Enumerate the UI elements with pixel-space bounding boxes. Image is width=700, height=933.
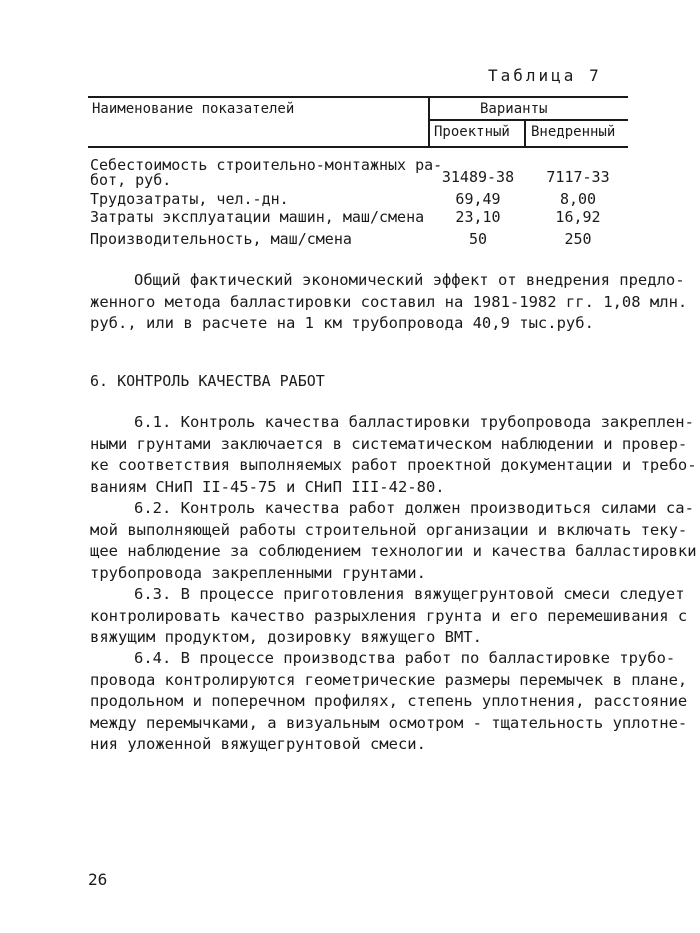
effect-paragraph xyxy=(90,270,688,335)
paragraph-line: ваниям СНиП II-45-75 и СНиП III-42-80. xyxy=(90,477,445,496)
header-implemented: Внедренный xyxy=(531,124,616,140)
paragraph-6-4 xyxy=(90,648,688,756)
paragraph-line: щее наблюдение за соблюдением технологии и качества балластировки xyxy=(90,542,697,560)
row1-implemented-value: 7117-33 xyxy=(546,168,610,186)
paragraph-line: контролировать качество разрыхления грунта и его перемешивания с xyxy=(90,606,688,625)
page-number: 26 xyxy=(88,870,108,889)
table-header-bottom-rule xyxy=(88,146,628,148)
row1-name-line2: бот, руб. xyxy=(90,171,172,189)
paragraph-line: 6.4. В процессе производства работ по балластировке трубо- xyxy=(134,649,676,667)
row3-implemented-value: 16,92 xyxy=(555,208,601,226)
paragraph-line: мой выполняющей работы строительной организации и включать теку- xyxy=(90,520,688,539)
header-variants: Варианты xyxy=(480,101,548,117)
row2-name: Трудозатраты, чел.-дн. xyxy=(90,190,289,208)
paragraph-line: 6.1. Контроль качества балластировки трубопровода закреплен- xyxy=(134,413,694,431)
row2-project-value: 69,49 xyxy=(455,190,501,208)
table-variants-rule xyxy=(428,119,628,121)
row2-implemented-value: 8,00 xyxy=(559,190,597,208)
row1-project-value: 31489-38 xyxy=(441,168,515,186)
paragraph-line: между перемычками, а визуальным осмотром - тщательность уплотне- xyxy=(90,713,688,732)
paragraph-line: ке соответствия выполняемых работ проектной документации и требо- xyxy=(90,456,697,474)
effect-line: Общий фактический экономический эффект от внедрения предло- xyxy=(134,271,685,289)
paragraph-line: ния уложенной вяжущегрунтовой смеси. xyxy=(90,735,426,753)
paragraph-line: трубопровода закрепленными грунтами. xyxy=(90,563,426,582)
header-name-col: Наименование показателей xyxy=(92,101,295,117)
effect-line: женного метода балластировки составил на 1981-1982 гг. 1,08 млн. xyxy=(90,292,688,311)
paragraph-6-1 xyxy=(90,412,697,498)
paragraph-6-2 xyxy=(90,498,697,584)
paragraph-line: продольном и поперечном профилях, степень уплотнения, расстояние xyxy=(90,692,688,710)
paragraph-line: провода контролируются геометрические размеры перемычек в плане, xyxy=(90,670,688,689)
table-top-rule xyxy=(88,96,628,98)
row1-name-line1: Себестоимость строительно-монтажных ра- xyxy=(90,156,443,174)
section-heading: 6. КОНТРОЛЬ КАЧЕСТВА РАБОТ xyxy=(90,372,325,390)
row4-name: Производительность, маш/смена xyxy=(90,230,352,248)
row4-project-value: 50 xyxy=(468,230,488,248)
paragraph-6-3 xyxy=(90,584,688,649)
paragraph-line: 6.2. Контроль качества работ должен производиться силами са- xyxy=(134,499,694,517)
row4-implemented-value: 250 xyxy=(564,230,592,248)
table-col-divider-1 xyxy=(428,96,430,146)
table-col-divider-2 xyxy=(524,119,526,146)
table-caption: Таблица 7 xyxy=(488,66,602,85)
row3-name: Затраты эксплуатации машин, маш/смена xyxy=(90,208,425,226)
paragraph-line: вяжущим продуктом, дозировку вяжущего ВМТ. xyxy=(90,628,482,646)
paragraph-line: 6.3. В процессе приготовления вяжущегрунтовой смеси следует xyxy=(134,585,685,603)
row3-project-value: 23,10 xyxy=(455,208,501,226)
header-project: Проектный xyxy=(434,124,510,140)
effect-line: руб., или в расчете на 1 км трубопровода 40,9 тыс.руб. xyxy=(90,314,594,332)
paragraph-line: ными грунтами заключается в систематическом наблюдении и провер- xyxy=(90,434,688,453)
